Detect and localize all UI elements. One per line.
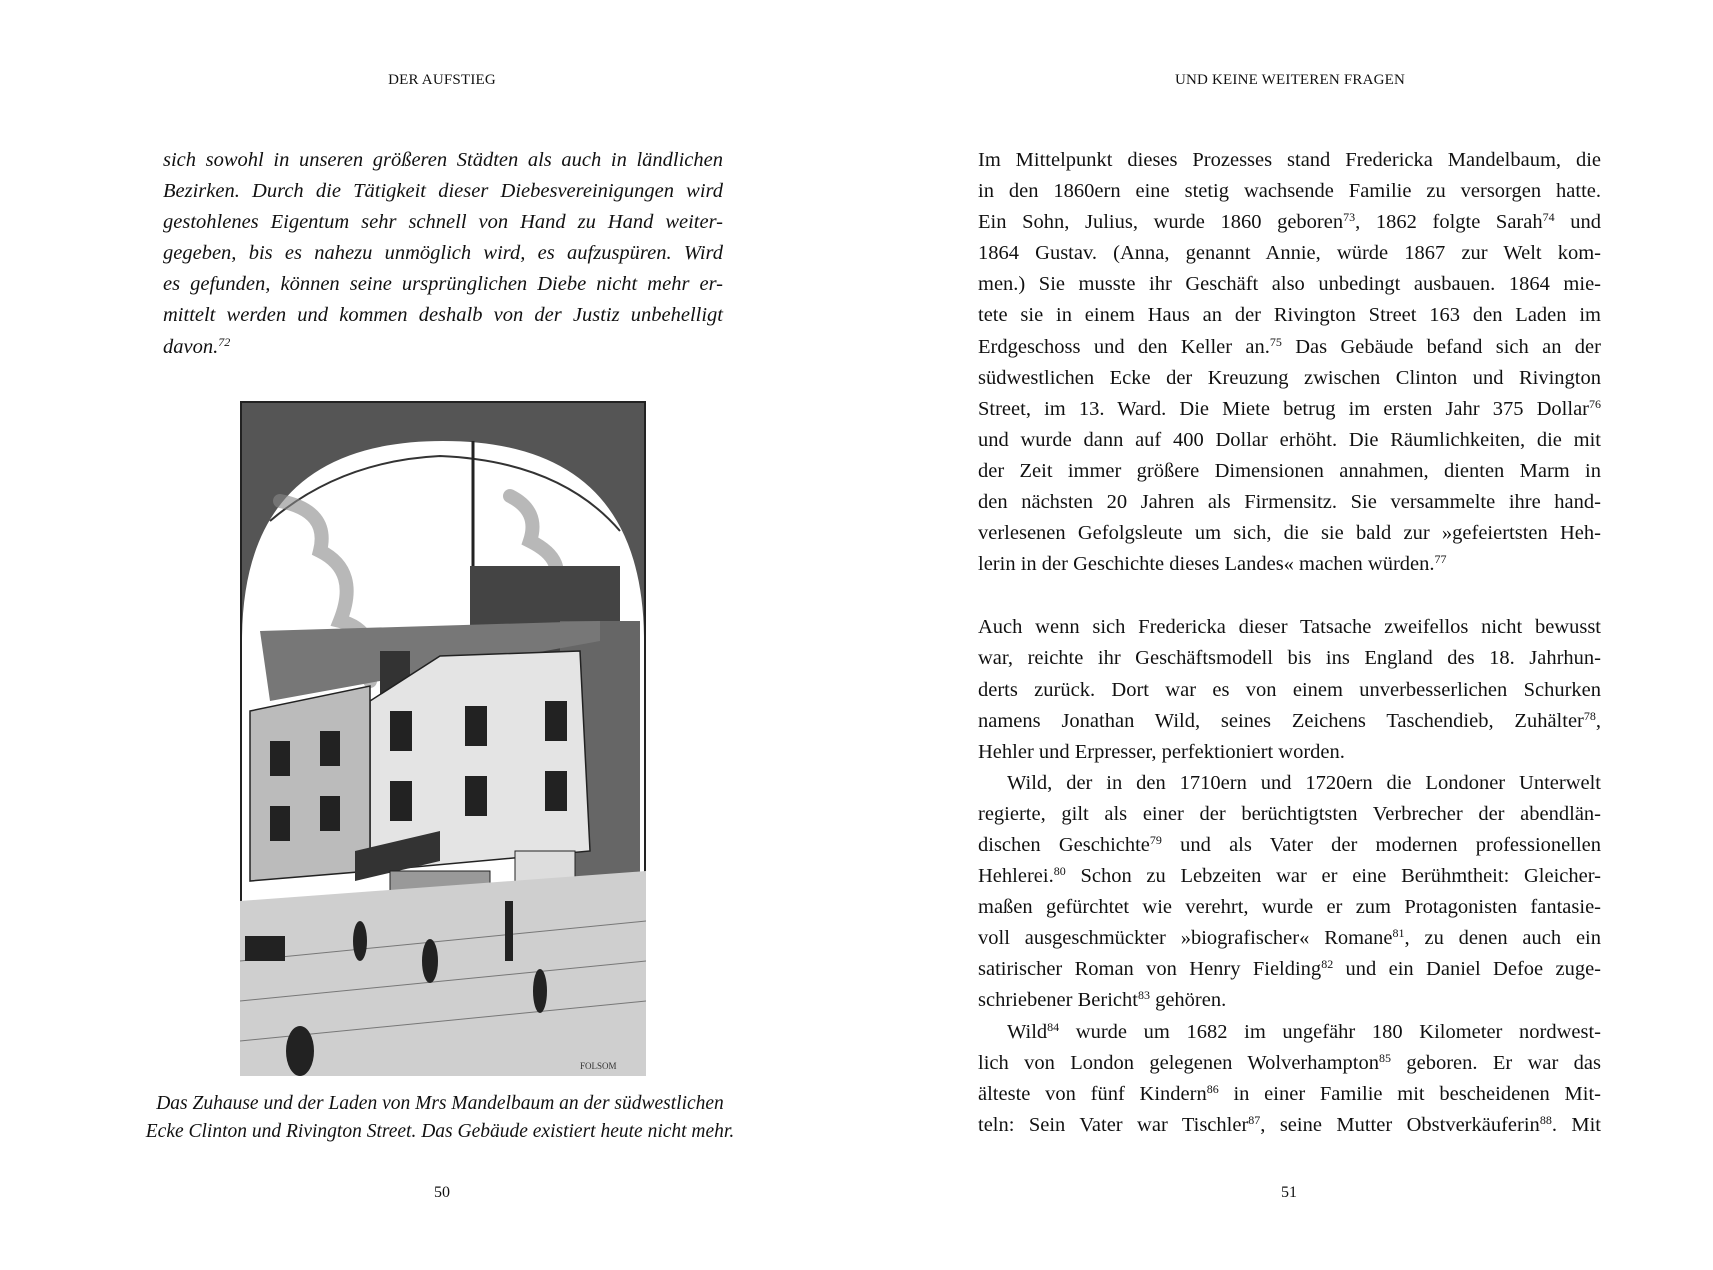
- text-run: Ein Sohn, Julius, wurde 1860 geboren: [978, 211, 1344, 234]
- footnote-ref[interactable]: 86: [1206, 1081, 1219, 1096]
- text-line: [978, 985, 1601, 1016]
- text-run: Das Gebäude befand sich an der: [1281, 335, 1601, 358]
- text-line: [163, 269, 723, 300]
- text-line: [163, 238, 723, 269]
- text-line: [978, 238, 1601, 269]
- footnote-ref[interactable]: 88: [1539, 1112, 1552, 1127]
- text-line: [978, 1017, 1601, 1048]
- text-line: [978, 612, 1601, 643]
- footnote-ref[interactable]: 75: [1269, 334, 1282, 349]
- text-line: [978, 799, 1601, 830]
- text-line: [978, 518, 1601, 549]
- text-line: [163, 300, 723, 331]
- page-number-right: 51: [1281, 1184, 1297, 1201]
- footnote-ref[interactable]: 77: [1434, 552, 1447, 567]
- text-run: gehören.: [1149, 989, 1227, 1012]
- text-line: [978, 768, 1601, 799]
- text-run: Hehlerei.: [978, 865, 1054, 888]
- text-run: südwestlichen Ecke der Kreuzung zwischen Clinton und Rivington: [978, 366, 1601, 389]
- text-run: den nächsten 20 Jahren als Firmensitz. Sie versammelte ihre hand-: [978, 491, 1601, 514]
- caption-line: Das Zuhause und der Laden von Mrs Mandelbaum an der südwestlichen: [156, 1093, 724, 1114]
- text-line: [978, 456, 1601, 487]
- paragraph-gap: [978, 580, 1601, 612]
- text-line: [978, 332, 1601, 363]
- text-run: der Zeit immer größere Dimensionen annahmen, dienten Marm in: [978, 459, 1601, 482]
- text-run: schriebener Bericht: [978, 989, 1138, 1012]
- footnote-ref[interactable]: 85: [1379, 1050, 1391, 1065]
- footnote-ref[interactable]: 74: [1542, 210, 1555, 225]
- text-line: [978, 1048, 1601, 1079]
- text-run: gestohlenes Eigentum sehr schnell von Hand zu Hand weiter-: [163, 211, 723, 234]
- body-text: [978, 145, 1601, 1141]
- text-run: lerin in der Geschichte dieses Landes« machen würden.: [978, 553, 1435, 576]
- figure-caption: [120, 1090, 760, 1146]
- text-line: [978, 300, 1601, 331]
- text-run: derts zurück. Dort war es von einem unverbesserlichen Schurken: [978, 678, 1601, 701]
- text-run: voll ausgeschmückter »biografischer« Romane: [978, 927, 1393, 950]
- text-run: Im Mittelpunkt dieses Prozesses stand Fredericka Mandelbaum, die: [978, 149, 1601, 171]
- text-line: [978, 549, 1601, 580]
- text-run: , zu denen auch ein: [1404, 927, 1601, 950]
- footnote-ref[interactable]: 80: [1053, 864, 1066, 879]
- text-run: , 1862 folgte Sarah: [1355, 211, 1543, 234]
- engraver-signature: FOLSOM: [580, 1061, 617, 1071]
- text-run: Schon zu Lebzeiten war er eine Berühmtheit: Gleicher-: [1065, 865, 1601, 888]
- text-run: gegeben, bis es nahezu unmöglich wird, es aufzuspüren. Wird: [163, 242, 723, 265]
- text-run: Hehler und Erpresser, perfektioniert worden.: [978, 740, 1345, 763]
- text-line: [163, 207, 723, 238]
- footnote-ref[interactable]: 78: [1583, 708, 1596, 723]
- text-line: [163, 176, 723, 207]
- text-run: , seine Mutter Obstverkäuferin: [1260, 1113, 1540, 1136]
- text-run: davon.: [163, 335, 219, 358]
- text-line: [978, 861, 1601, 892]
- footnote-ref[interactable]: 72: [218, 334, 231, 349]
- text-run: und als Vater der modernen professionellen: [1161, 833, 1601, 856]
- text-line: [978, 923, 1601, 954]
- text-line: [978, 892, 1601, 923]
- footnote-ref[interactable]: 84: [1047, 1019, 1060, 1034]
- footnote-ref[interactable]: 73: [1343, 210, 1356, 225]
- text-line: [978, 487, 1601, 518]
- running-head-left: DER AUFSTIEG: [388, 72, 496, 88]
- text-run: tete sie in einem Haus an der Rivington Street 163 den Laden im: [978, 304, 1601, 327]
- text-run: verlesenen Gefolgsleute um sich, die sie bald zur »gefeiertsten Heh-: [978, 522, 1601, 545]
- text-run: . Mit: [1551, 1113, 1601, 1136]
- text-line: [978, 363, 1601, 394]
- text-line: [978, 1110, 1601, 1141]
- text-run: Street, im 13. Ward. Die Miete betrug im ersten Jahr 375 Dollar: [978, 397, 1589, 420]
- text-run: Auch wenn sich Fredericka dieser Tatsache zweifellos nicht bewusst: [978, 616, 1601, 639]
- text-line: [978, 643, 1601, 674]
- text-line: [978, 830, 1601, 861]
- text-line: [978, 145, 1601, 176]
- text-line: [978, 706, 1601, 737]
- footnote-ref[interactable]: 83: [1137, 988, 1150, 1003]
- text-run: wurde um 1682 im ungefähr 180 Kilometer nordwest-: [1059, 1020, 1601, 1043]
- footnote-ref[interactable]: 79: [1149, 832, 1162, 847]
- block-quote: [163, 145, 723, 363]
- text-run: geboren. Er war das: [1391, 1051, 1601, 1074]
- illustration-mandelbaum-house: [240, 401, 646, 1076]
- text-run: maßen gefürchtet wie verehrt, wurde er zum Protagonisten fantasie-: [978, 896, 1601, 919]
- text-run: Wild, der in den 1710ern und 1720ern die Londoner Unterwelt: [1007, 771, 1601, 794]
- footnote-ref[interactable]: 82: [1321, 957, 1334, 972]
- text-run: namens Jonathan Wild, seines Zeichens Taschendieb, Zuhälter: [978, 709, 1584, 732]
- text-line: [978, 176, 1601, 207]
- footnote-ref[interactable]: 81: [1392, 926, 1405, 941]
- text-run: regierte, gilt als einer der berüchtigtsten Verbrecher der abendlän-: [978, 802, 1601, 825]
- text-run: 1864 Gustav. (Anna, genannt Annie, würde 1867 zur Welt kom-: [978, 242, 1601, 265]
- text-run: und ein Daniel Defoe zuge-: [1333, 958, 1601, 981]
- text-run: Bezirken. Durch die Tätigkeit dieser Diebesvereinigungen wird: [163, 180, 723, 203]
- text-run: Erdgeschoss und den Keller an.: [978, 335, 1270, 358]
- text-run: in einer Familie mit bescheidenen Mit-: [1218, 1082, 1601, 1105]
- text-line: [978, 207, 1601, 238]
- text-line: [978, 394, 1601, 425]
- caption-line: Ecke Clinton und Rivington Street. Das Gebäude existiert heute nicht mehr.: [145, 1121, 735, 1142]
- text-run: in den 1860ern eine stetig wachsende Familie zu versorgen hatte.: [978, 180, 1601, 203]
- text-run: Wild: [1007, 1020, 1048, 1043]
- footnote-ref[interactable]: 87: [1248, 1112, 1261, 1127]
- text-line: [978, 425, 1601, 456]
- text-line: [163, 332, 723, 363]
- text-run: ,: [1595, 709, 1601, 732]
- text-run: war, reichte ihr Geschäftsmodell bis ins England des 18. Jahrhun-: [978, 647, 1601, 670]
- text-run: men.) Sie musste ihr Geschäft also unbedingt ausbauen. 1864 mie-: [978, 273, 1601, 296]
- text-line: [978, 737, 1601, 768]
- text-run: sich sowohl in unseren größeren Städten als auch in ländlichen: [163, 149, 723, 171]
- text-run: mittelt werden und kommen deshalb von der Justiz unbehelligt: [163, 304, 723, 327]
- text-line: [978, 954, 1601, 985]
- text-line: [978, 1079, 1601, 1110]
- text-run: dischen Geschichte: [978, 833, 1150, 856]
- footnote-ref[interactable]: 76: [1589, 396, 1601, 411]
- text-line: [163, 145, 723, 176]
- text-run: teln: Sein Vater war Tischler: [978, 1113, 1249, 1136]
- engraving-image: [240, 401, 646, 1076]
- page-number-left: 50: [434, 1184, 450, 1201]
- text-line: [978, 675, 1601, 706]
- text-run: lich von London gelegenen Wolverhampton: [978, 1051, 1379, 1074]
- text-run: satirischer Roman von Henry Fielding: [978, 958, 1322, 981]
- text-line: [978, 269, 1601, 300]
- text-run: und wurde dann auf 400 Dollar erhöht. Die Räumlichkeiten, die mit: [978, 428, 1601, 451]
- text-run: es gefunden, können seine ursprünglichen Diebe nicht mehr er-: [163, 273, 723, 296]
- text-run: älteste von fünf Kindern: [978, 1082, 1207, 1105]
- text-run: und: [1554, 211, 1601, 234]
- running-head-right: UND KEINE WEITEREN FRAGEN: [1174, 72, 1406, 88]
